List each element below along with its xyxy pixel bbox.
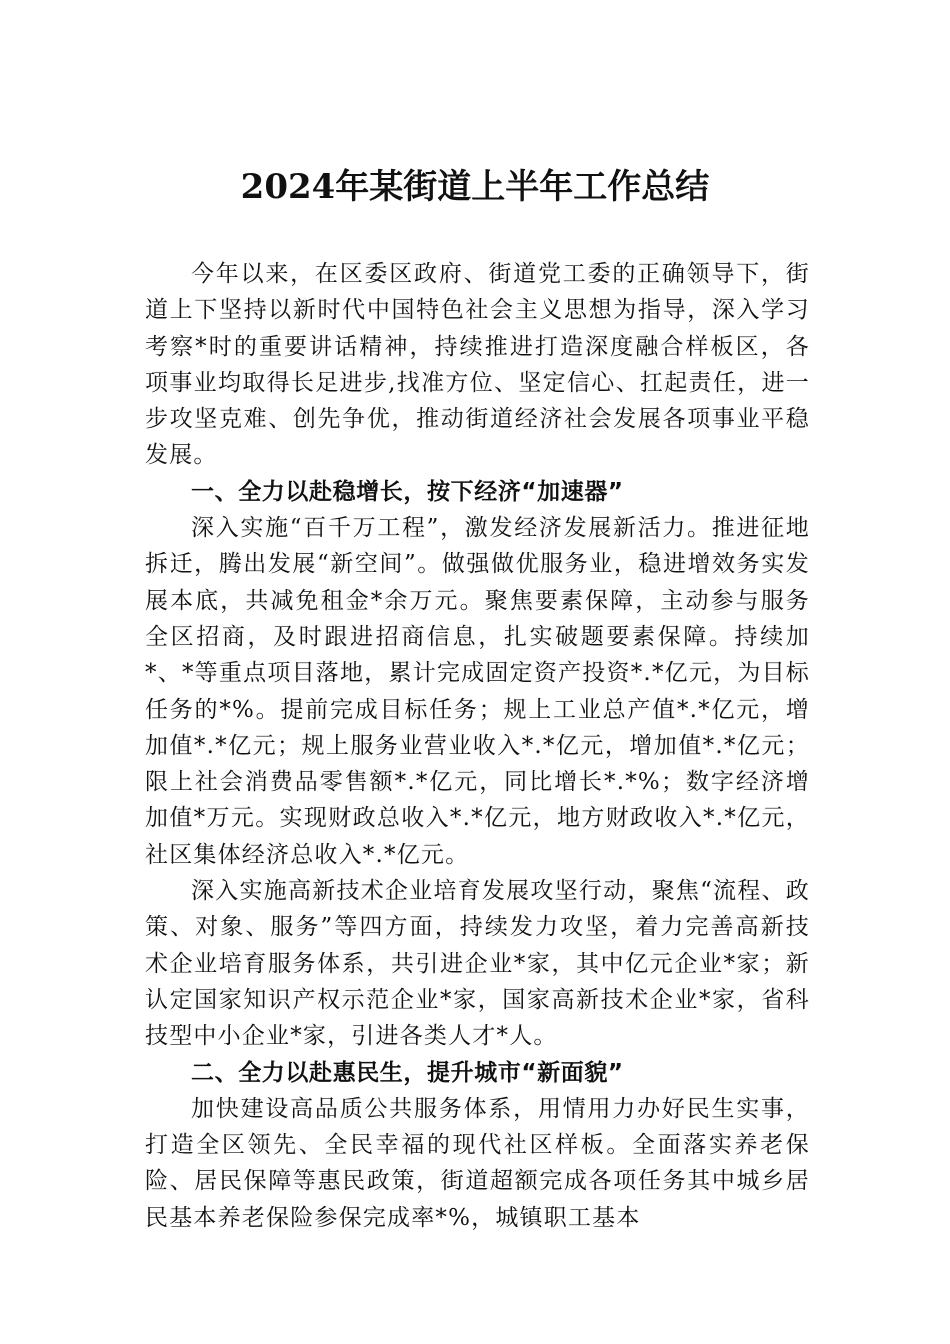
section-1-paragraph-2: 深入实施高新技术企业培育发展攻坚行动，聚焦“流程、政策、对象、服务”等四方面，持续发力攻坚，着力完善高新技术企业培育服务体系，共引进企业*家，其中亿元企业*家；新认定国家知识产权示范企业*家，国家高新技术企业*家，省科技型中小企业*家，引进各类人才*人。 [145, 878, 810, 1050]
section-2-paragraph-1: 加快建设高品质公共服务体系，用情用力办好民生实事，打造全区领先、全民幸福的现代社区样板。全面落实养老保险、居民保障等惠民政策，街道超额完成各项任务其中城乡居民基本养老保险参保完成率*%，城镇职工基本 [145, 1095, 810, 1231]
section-1-paragraph-1: 深入实施“百千万工程”，激发经济发展新活力。推进征地拆迁，腾出发展“新空间”。做强做优服务业，稳进增效务实发展本底，共减免租金*余万元。聚焦要素保障，主动参与服务全区招商，及时跟进招商信息，扎实破题要素保障。持续加*、*等重点项目落地，累计完成固定资产投资*.*亿元，为目标任务的*%。提前完成目标任务；规上工业总产值*.*亿元，增加值*.*亿元；规上服务业营业收入*.*亿元，增加值*.*亿元；限上社会消费品零售额*.*亿元，同比增长*.*%；数字经济增加值*万元。实现财政总收入*.*亿元，地方财政收入*.*亿元，社区集体经济总收入*.*亿元。 [145, 515, 810, 868]
document-title: 2024年某街道上半年工作总结 [240, 167, 710, 207]
section-heading-1: 一、全力以赴稳增长，按下经济“加速器” [191, 478, 624, 505]
intro-paragraph: 今年以来，在区委区政府、街道党工委的正确领导下，街道上下坚持以新时代中国特色社会主义思想为指导，深入学习考察*时的重要讲话精神，持续推进打造深度融合样板区，各项事业均取得长足进步,找准方位、坚定信心、扛起责任，进一步攻坚克难、创先争优，推动街道经济社会发展各项事业平稳发展。 [145, 261, 810, 469]
document-body [145, 256, 810, 1236]
section-heading-2: 二、全力以赴惠民生，提升城市“新面貌” [191, 1059, 624, 1086]
